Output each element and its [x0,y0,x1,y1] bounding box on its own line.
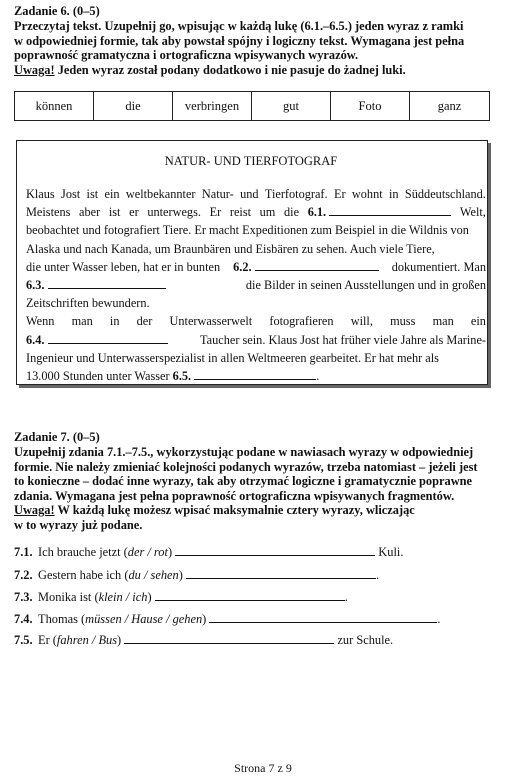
gap-7-2-input[interactable] [186,567,376,579]
article-line: beobachtet und fotografiert Tiere. Er macht Expeditionen zum Beispiel in die Wildnis von [26,223,469,238]
gap-label: 6.5. [172,369,192,384]
word-item: gut [252,92,331,120]
article-line: 6.4. Taucher sein. Klaus Jost hat früher viele Jahre als Marine- [26,332,486,347]
gap-6-3-input[interactable] [48,277,166,289]
note-text: W każdą lukę możesz wpisać maksymalnie cztery wyrazy, wliczając [54,503,415,518]
note-text: Jeden wyraz został podany dodatkowo i nie pasuje do żadnej luki. [54,62,406,77]
gap-label: 6.1. [307,205,327,220]
gap-label: 6.2. [233,259,252,274]
gap-7-5-input[interactable] [124,632,334,644]
gap-6-1-input[interactable] [329,204,451,216]
task6-title: Zadanie 6. (0–5) [14,4,100,18]
task7-note [14,503,490,518]
article-line: Ingenieur und Unterwasserspezialist in allen Weltmeeren gearbeitet. Er hat mehr als [26,350,439,365]
sentence-7-1: 7.1. Ich brauche jetzt (der / rot) Kuli. [14,545,404,559]
task6-instructions [14,19,490,77]
page-number: Strona 7 z 9 [234,761,292,775]
article-line: Wenn man in der Unterwasserwelt fotografieren will, muss man ein [26,314,486,329]
word-item: können [15,92,94,120]
article-line: Klaus Jost ist ein weltbekannter Natur- und Tierfotograf. Er wohnt in Süddeutschland. [26,187,486,201]
sentence-7-2: 7.2. Gestern habe ich (du / sehen) . [14,568,380,582]
task7-instr-line4: zdania. Wymagana jest pełna poprawność ortograficzna wpisywanych fragmentów. [14,488,455,503]
article-line: Alaska und nach Kanada, um Braunbären und Eisbären zu sehen. Auch viele Tiere, [26,241,435,256]
gap-6-4-input[interactable] [48,332,168,344]
gap-label: 6.3. [26,278,45,293]
task7-instr-line3: to konieczne – dodać inne wyrazy, tak aby otrzymać logiczne i gramatycznie poprawne [14,474,473,489]
task7-instr-line1: Uzupełnij zdania 7.1.–7.5., wykorzystując podane w nawiasach wyrazy w odpowiedniej [14,445,474,459]
article-line: Meistens aber ist er unterwegs. Er reist um die 6.1. Welt, [26,205,486,220]
gap-7-4-input[interactable] [209,611,437,623]
task7-instr-line2: formie. Nie należy zmieniać kolejności podanych wyrazów, trzeba natomiast – jeżeli jest [14,459,478,474]
note-label: Uwaga! [14,62,55,77]
article-heading: NATUR- UND TIERFOTOGRAF [164,154,338,168]
article-line: 13.000 Stunden unter Wasser 6.5. . [26,369,320,384]
word-item: Foto [331,92,410,120]
word-item: die [94,92,173,120]
word-item: ganz [437,98,462,113]
gap-6-2-input[interactable] [255,259,379,271]
word-item: verbringen [173,92,252,120]
task7-note-line2: w to wyrazy już podane. [14,517,143,532]
word-box [14,91,490,121]
task6-instr-line1: Przeczytaj tekst. Uzupełnij go, wpisując w każdą lukę (6.1.–6.5.) jeden wyraz z ramki [14,19,464,33]
sentence-7-5: 7.5. Er (fahren / Bus) zur Schule. [14,633,394,647]
article-line: 6.3. die Bilder in seinen Ausstellungen und in großen [26,278,486,293]
sentence-7-3: 7.3. Monika ist (klein / ich) . [14,590,348,604]
article-line: Zeitschriften bewundern. [26,296,150,311]
article-body [26,185,486,385]
sentence-7-4: 7.4. Thomas (müssen / Hause / gehen) . [14,612,441,626]
gap-7-3-input[interactable] [155,589,345,601]
note-label: Uwaga! [14,503,55,518]
gap-6-5-input[interactable] [194,368,316,380]
article-line: die unter Wasser leben, hat er in bunten 6.2. dokumentiert. Man [26,259,486,274]
task6-note [14,63,490,78]
gap-label: 6.4. [26,332,45,347]
task6-instr-line3: poprawność gramatyczna i ortograficzna wpisywanych wyrazów. [14,48,359,63]
task7-instructions [14,445,490,533]
task6-instr-line2: w odpowiedniej formie, tak aby powstał spójny i logiczny tekst. Wymagana jest pełna [14,33,465,48]
gap-7-1-input[interactable] [175,544,375,556]
task7-title: Zadanie 7. (0–5) [14,430,100,444]
